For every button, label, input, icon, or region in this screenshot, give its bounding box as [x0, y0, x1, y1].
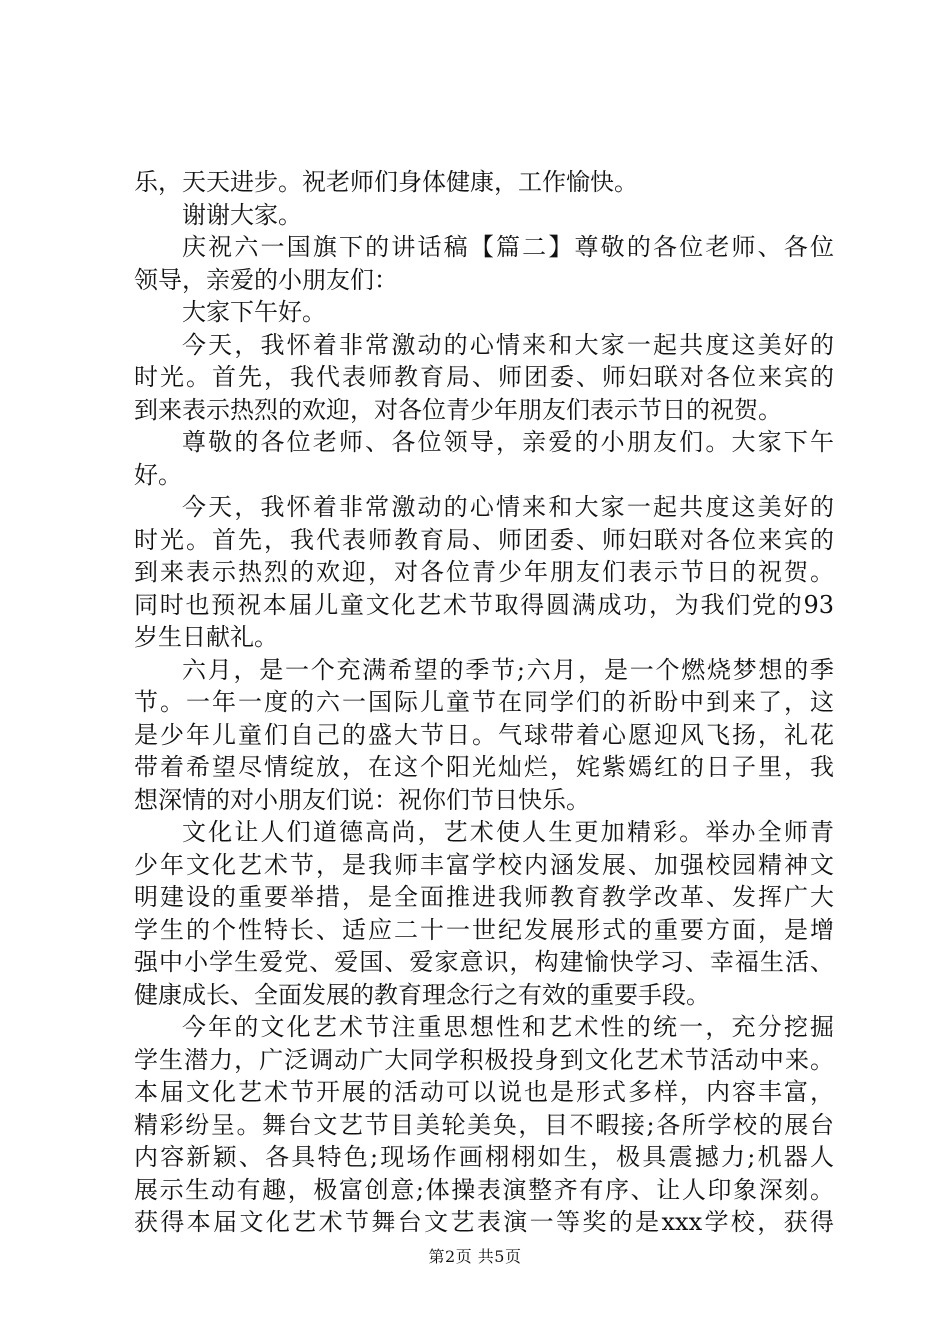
text-line: 庆祝六一国旗下的讲话稿【篇二】尊敬的各位老师、各位	[182, 233, 834, 261]
text-line: 好。	[134, 460, 182, 489]
text-line: 时光。首先，我代表师教育局、师团委、师妇联对各位来宾的	[134, 363, 834, 391]
text-line: 谢谢大家。	[182, 200, 302, 229]
text-line: 想深情的对小朋友们说：祝你们节日快乐。	[134, 785, 590, 814]
text-line: 文化让人们道德高尚，艺术使人生更加精彩。举办全师青	[182, 818, 834, 846]
text-line: 少年文化艺术节，是我师丰富学校内涵发展、加强校园精神文	[134, 850, 834, 879]
text-line: 健康成长、全面发展的教育理念行之有效的重要手段。	[134, 980, 710, 1009]
text-line: 本届文化艺术节开展的活动可以说也是形式多样，内容丰富，	[134, 1078, 834, 1106]
text-line: 展示生动有趣，极富创意;体操表演整齐有序、让人印象深刻。	[134, 1175, 834, 1204]
text-line: 学生潜力，广泛调动广大同学积极投身到文化艺术节活动中来。	[134, 1045, 834, 1074]
text-line: 带着希望尽情绽放，在这个阳光灿烂，姹紫嫣红的日子里，我	[134, 753, 834, 781]
document-body-text	[134, 166, 834, 1239]
text-line: 到来表示热烈的欢迎，对各位青少年朋友们表示节日的祝贺。	[134, 395, 782, 424]
text-line: 明建设的重要举措，是全面推进我师教育教学改革、发挥广大	[134, 883, 834, 911]
text-line: 今天，我怀着非常激动的心情来和大家一起共度这美好的	[182, 330, 834, 359]
text-line: 到来表示热烈的欢迎，对各位青少年朋友们表示节日的祝贺。	[134, 558, 834, 586]
text-line: 时光。首先，我代表师教育局、师团委、师妇联对各位来宾的	[134, 525, 834, 554]
text-line: 同时也预祝本届儿童文化艺术节取得圆满成功，为我们党的93	[134, 590, 834, 619]
text-line: 是少年儿童们自己的盛大节日。气球带着心愿迎风飞扬，礼花	[134, 720, 834, 749]
text-line: 学生的个性特长、适应二十一世纪发展形式的重要方面，是增	[134, 915, 834, 944]
text-line: 内容新颖、各具特色;现场作画栩栩如生，极具震撼力;机器人	[134, 1143, 834, 1171]
text-line: 节。一年一度的六一国际儿童节在同学们的祈盼中到来了，这	[134, 688, 834, 716]
page-footer: 第2页 共5页	[428, 1247, 522, 1266]
text-line: 获得本届文化艺术节舞台文艺表演一等奖的是xxx学校，获得	[134, 1208, 834, 1236]
text-line: 六月，是一个充满希望的季节;六月，是一个燃烧梦想的季	[182, 655, 834, 684]
text-line: 岁生日献礼。	[134, 623, 278, 651]
text-line: 今天，我怀着非常激动的心情来和大家一起共度这美好的	[182, 493, 834, 521]
text-line: 乐，天天进步。祝老师们身体健康，工作愉快。	[134, 168, 638, 196]
text-line: 尊敬的各位老师、各位领导，亲爱的小朋友们。大家下午	[182, 428, 834, 456]
text-line: 精彩纷呈。舞台文艺节目美轮美奂，目不暇接;各所学校的展台	[134, 1110, 834, 1139]
text-line: 强中小学生爱党、爱国、爱家意识，构建愉快学习、幸福生活、	[134, 948, 834, 976]
text-line: 大家下午好。	[182, 298, 326, 326]
text-line: 领导，亲爱的小朋友们：	[134, 265, 398, 294]
text-line: 今年的文化艺术节注重思想性和艺术性的统一，充分挖掘	[182, 1013, 834, 1041]
